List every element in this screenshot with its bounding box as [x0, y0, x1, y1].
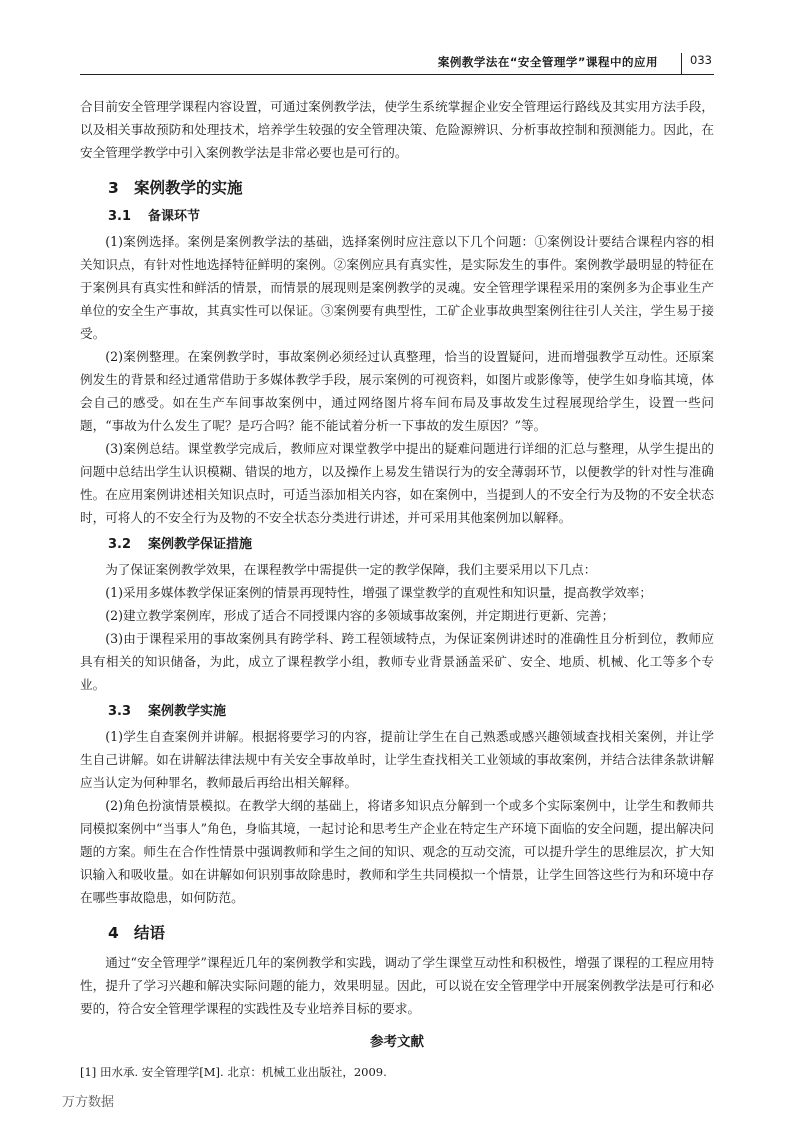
- page-number: 033: [681, 53, 712, 75]
- running-title: 案例教学法在“安全管理学”课程中的应用: [437, 55, 658, 69]
- subsection-number: 3.2: [108, 537, 132, 552]
- section-number: 3: [108, 179, 119, 197]
- paragraph: 为了保证案例教学效果，在课程教学中需提供一定的教学保障，我们主要采用以下几点：: [105, 562, 597, 577]
- subsection-number: 3.3: [108, 704, 132, 719]
- paragraph: (1)案例选择。案例是案例教学法的基础，选择案例时应注意以下几个问题：①案例设计要结合课程内容的相关知识点，有针对性地选择特征鲜明的案例。②案例应具有真实性，是实际发生的事件。案例教学最明显的特征在于案例具有真实性和鲜活的情景，而情景的展现则是案例教学的灵魂。安全管理学课程采用的案例多为企事业生产单位的安全生产事故，其真实性可以保证。③案例要有典型性，工矿企业事故典型案例往往引人关注，学生易于接受。: [80, 234, 714, 341]
- paragraph: (1)学生自查案例并讲解。根据将要学习的内容，提前让学生在自己熟悉或感兴趣领域查找相关案例，并让学生自己讲解。如在讲解法律法规中有关安全事故单时，让学生查找相关工业领域的事故案例，并结合法律条款讲解应当认定为何种罪名，教师最后再给出相关解释。: [80, 729, 714, 790]
- subsection-heading-3-1: [108, 206, 714, 228]
- list-item: (2)建立教学案例库，形成了适合不同授课内容的多领域事故案例，并定期进行更新、完善；: [105, 608, 615, 623]
- reference-item: [1] 田水承. 安全管理学[M]. 北京：机械工业出版社，2009.: [80, 1065, 387, 1079]
- section-title: 案例教学的实施: [134, 179, 243, 197]
- paragraph: (3)案例总结。课堂教学完成后，教师应对课堂教学中提出的疑难问题进行详细的汇总与整理，从学生提出的问题中总结出学生认识模糊、错误的地方，以及操作上易发生错误行为的安全薄弱环节，以便教学的针对性与准确性。在应用案例讲述相关知识点时，可适当添加相关内容，如在案例中，当提到人的不安全行为及物的不安全状态时，可将人的不安全行为及物的不安全状态分类进行讲述，并可采用其他案例加以解释。: [80, 441, 714, 525]
- watermark: 万方数据: [62, 1095, 115, 1110]
- paragraph: (2)角色扮演情景模拟。在教学大纲的基础上，将诸多知识点分解到一个或多个实际案例中，让学生和教师共同模拟案例中“当事人”角色，身临其境，一起讨论和思考生产企业在特定生产环境下面临的安全问题，提出解决问题的方案。师生在合作性情景中强调教师和学生之间的知识、观念的互动交流，可以提升学生的思维层次，扩大知识输入和吸收量。如在讲解如何识别事故除患时，教师和学生共同模拟一个情景，让学生回答这些行为和环境中存在哪些事故隐患，如何防范。: [80, 798, 714, 905]
- subsection-heading-3-2: [108, 534, 714, 556]
- list-item: (1)采用多媒体教学保证案例的情景再现特性，增强了课堂教学的直观性和知识量，提高教学效率；: [105, 585, 652, 600]
- list-item: (3)由于课程采用的事故案例具有跨学科、跨工程领域特点，为保证案例讲述时的准确性且分析到位，教师应具有相关的知识储备，为此，成立了课程教学小组，教师专业背景涵盖采矿、安全、地质、机械、化工等多个专业。: [80, 631, 714, 692]
- intro-paragraph: 合目前安全管理学课程内容设置，可通过案例教学法，使学生系统掌握企业安全管理运行路线及其实用方法手段，以及相关事故预防和处理技术，培养学生较强的安全管理决策、危险源辨识、分析事故控制和预测能力。因此，在安全管理学教学中引入案例教学法是非常必要也是可行的。: [80, 99, 714, 160]
- section-heading-4: [108, 922, 714, 944]
- section-title: 结语: [134, 924, 166, 942]
- paragraph: 通过“安全管理学”课程近几年的案例教学和实践，调动了学生课堂互动性和积极性，增强了课程的工程应用特性，提升了学习兴趣和解决实际问题的能力，效果明显。因此，可以说在安全管理学中开展案例教学法是可行和必要的，符合安全管理学课程的实践性及专业培养目标的要求。: [80, 955, 714, 1016]
- subsection-number: 3.1: [108, 209, 132, 224]
- subsection-heading-3-3: [108, 701, 714, 723]
- subsection-title: 案例教学保证措施: [148, 537, 253, 552]
- section-heading-3: [108, 177, 714, 199]
- paragraph: (2)案例整理。在案例教学时，事故案例必须经过认真整理，恰当的设置疑问，进而增强教学互动性。还原案例发生的背景和经过通常借助于多媒体教学手段，展示案例的可视资料，如图片或影像等，使学生如身临其境，体会自己的感受。如在生产车间事故案例中，通过网络图片将车间布局及事故发生过程展现给学生，设置一些问题，“事故为什么发生了呢？是巧合吗？能不能试着分析一下事故的发生原因？”等。: [80, 349, 714, 433]
- section-number: 4: [108, 924, 119, 942]
- subsection-title: 案例教学实施: [148, 704, 227, 719]
- references-title: 参考文献: [370, 1034, 424, 1050]
- article-body: [80, 95, 714, 1082]
- running-header: [80, 50, 714, 75]
- subsection-title: 备课环节: [148, 209, 201, 224]
